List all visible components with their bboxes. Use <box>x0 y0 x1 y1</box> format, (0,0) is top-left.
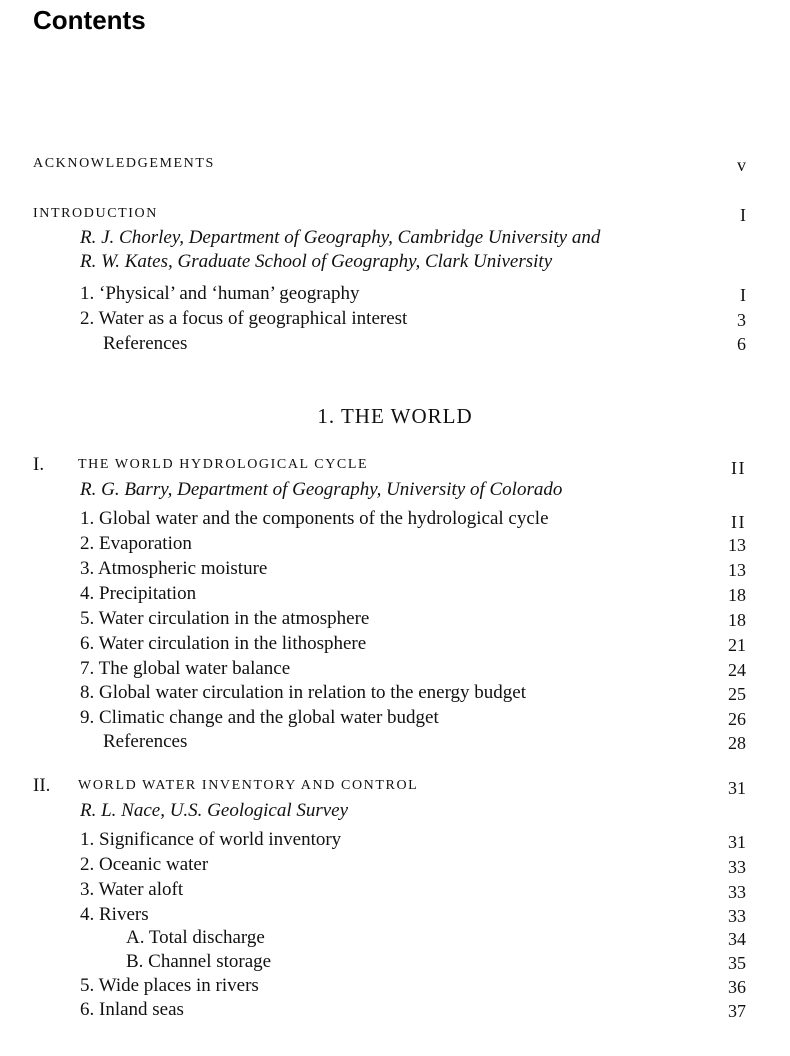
introduction-author: R. W. Kates, Graduate School of Geography, Clark University <box>80 251 553 272</box>
introduction-page: I <box>740 205 746 225</box>
toc-page-number: 33 <box>728 906 746 926</box>
chapter-title: THE WORLD HYDROLOGICAL CYCLE <box>78 457 369 472</box>
toc-entry: 4. Rivers <box>80 904 149 925</box>
chapter-title: WORLD WATER INVENTORY AND CONTROL <box>78 778 419 793</box>
toc-entry: 3. Atmospheric moisture <box>80 558 268 579</box>
toc-page-number: 34 <box>728 929 746 949</box>
toc-entry: 1. ‘Physical’ and ‘human’ geography <box>80 283 360 304</box>
toc-page-number: 6 <box>737 334 746 354</box>
part-heading: 1. THE WORLD <box>317 404 473 428</box>
toc-entry: B. Channel storage <box>126 951 272 972</box>
toc-page-number: 26 <box>728 709 746 729</box>
toc-entry: 3. Water aloft <box>80 879 184 900</box>
acknowledgements-label: ACKNOWLEDGEMENTS <box>33 156 215 171</box>
introduction-author: R. J. Chorley, Department of Geography, Cambridge University and <box>80 227 601 248</box>
toc-entry: 5. Water circulation in the atmosphere <box>80 608 370 629</box>
toc-page-number: 37 <box>728 1001 746 1021</box>
introduction-label: INTRODUCTION <box>33 206 158 221</box>
toc-entry: 2. Evaporation <box>80 533 192 554</box>
chapter-author: R. L. Nace, U.S. Geological Survey <box>80 800 349 821</box>
toc-page-number: I <box>740 285 746 305</box>
toc-entry: 2. Water as a focus of geographical interest <box>80 308 408 329</box>
toc-page-number: 18 <box>728 610 746 630</box>
toc-entry: 1. Global water and the components of the hydrological cycle <box>80 508 549 529</box>
toc-page-number: 21 <box>728 635 746 655</box>
toc-entry: 2. Oceanic water <box>80 854 209 875</box>
toc-page-number: 24 <box>728 660 746 680</box>
toc-entry: 6. Inland seas <box>80 999 184 1020</box>
page-title: Contents <box>33 5 146 35</box>
toc-page-number: 33 <box>728 882 746 902</box>
chapter-author: R. G. Barry, Department of Geography, University of Colorado <box>80 479 563 500</box>
toc-page-number: 13 <box>728 560 746 580</box>
toc-entry: 8. Global water circulation in relation to the energy budget <box>80 682 527 703</box>
toc-entry: 7. The global water balance <box>80 658 291 679</box>
toc-page-number: 13 <box>728 535 746 555</box>
chapter-page: 31 <box>728 778 746 798</box>
toc-entry: 6. Water circulation in the lithosphere <box>80 633 367 654</box>
toc-page-number: 36 <box>728 977 746 997</box>
toc-page-number: 35 <box>728 953 746 973</box>
toc-entry: 1. Significance of world inventory <box>80 829 342 850</box>
toc-entry: A. Total discharge <box>126 927 265 948</box>
toc-page-number: 28 <box>728 733 746 753</box>
toc-page-number: 25 <box>728 684 746 704</box>
toc-page-number: 3 <box>737 310 746 330</box>
toc-entry: References <box>103 731 188 752</box>
toc-page-number: 18 <box>728 585 746 605</box>
toc-page-number: II <box>731 512 746 532</box>
chapter-numeral: I. <box>33 454 45 475</box>
chapter-page: II <box>731 458 746 478</box>
chapter-numeral: II. <box>33 775 51 796</box>
toc-entry: 9. Climatic change and the global water budget <box>80 707 439 728</box>
toc-entry: 5. Wide places in rivers <box>80 975 259 996</box>
toc-entry: 4. Precipitation <box>80 583 197 604</box>
toc-page-number: 33 <box>728 857 746 877</box>
toc-page-number: 31 <box>728 832 746 852</box>
acknowledgements-page: v <box>737 155 746 175</box>
toc-entry: References <box>103 333 188 354</box>
